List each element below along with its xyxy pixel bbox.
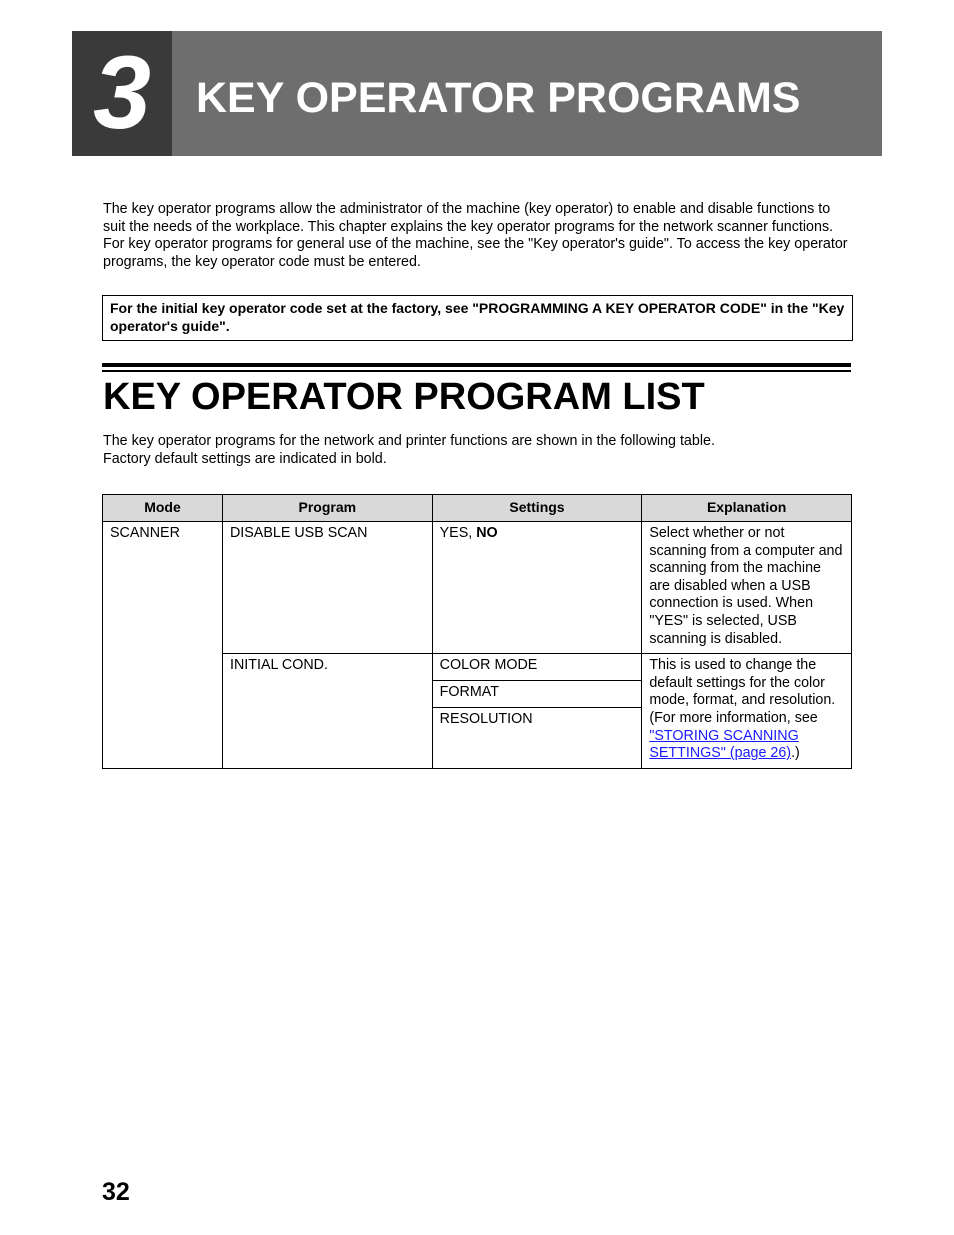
- settings-cell-disable-usb-scan: [432, 522, 642, 654]
- header-mode: Mode: [103, 495, 223, 522]
- table-row: [103, 522, 852, 654]
- settings-cell-format: FORMAT: [432, 680, 642, 707]
- header-explanation: Explanation: [642, 495, 852, 522]
- chapter-title: KEY OPERATOR PROGRAMS: [196, 74, 801, 122]
- chapter-number-box: [72, 31, 172, 156]
- settings-cell-resolution: RESOLUTION: [432, 707, 642, 768]
- table-header-row: [103, 495, 852, 522]
- header-program: Program: [222, 495, 432, 522]
- explanation-text: This is used to change the default settings for the color mode, format, and resolution. (For more information, see: [649, 657, 836, 726]
- header-settings: Settings: [432, 495, 642, 522]
- explanation-cell-disable-usb-scan: Select whether or not scanning from a computer and scanning from the machine are disabled when a USB connection is used. When "YES" is selected, USB scanning is disabled.: [642, 522, 852, 654]
- section-intro: [103, 433, 853, 468]
- program-list-table: [102, 494, 852, 769]
- program-cell-initial-cond: INITIAL COND.: [222, 654, 432, 769]
- explanation-end: .): [791, 745, 800, 762]
- section-rule-thick: [102, 363, 851, 367]
- setting-default-bold: NO: [476, 525, 498, 541]
- chapter-banner: [72, 31, 882, 156]
- program-cell-disable-usb-scan: DISABLE USB SCAN: [222, 522, 432, 654]
- section-intro-line-2: Factory default settings are indicated in bold.: [103, 450, 387, 467]
- settings-cell-color-mode: COLOR MODE: [432, 654, 642, 681]
- section-intro-line-1: The key operator programs for the network and printer functions are shown in the following table.: [103, 433, 715, 449]
- mode-cell: SCANNER: [103, 522, 223, 769]
- intro-paragraph: The key operator programs allow the administrator of the machine (key operator) to enable and disable functions to suit the needs of the workplace. This chapter explains the key operator programs for the network scanner functions. For key operator programs for general use of the machine, see the "Key operator's guide". To access the key operator programs, the key operator code must be entered.: [103, 201, 848, 270]
- explanation-cell-initial-cond: [642, 654, 852, 769]
- storing-scanning-settings-link[interactable]: "STORING SCANNING SETTINGS" (page 26): [649, 727, 799, 762]
- section-title: KEY OPERATOR PROGRAM LIST: [103, 376, 705, 418]
- chapter-number: 3: [93, 35, 151, 151]
- note-box: For the initial key operator code set at the factory, see "PROGRAMMING A KEY OPERATOR CODE" in the "Key operator's guide".: [102, 295, 853, 341]
- setting-plain: YES,: [439, 525, 477, 541]
- page-number: 32: [102, 1178, 130, 1206]
- section-rule-thin: [102, 370, 851, 372]
